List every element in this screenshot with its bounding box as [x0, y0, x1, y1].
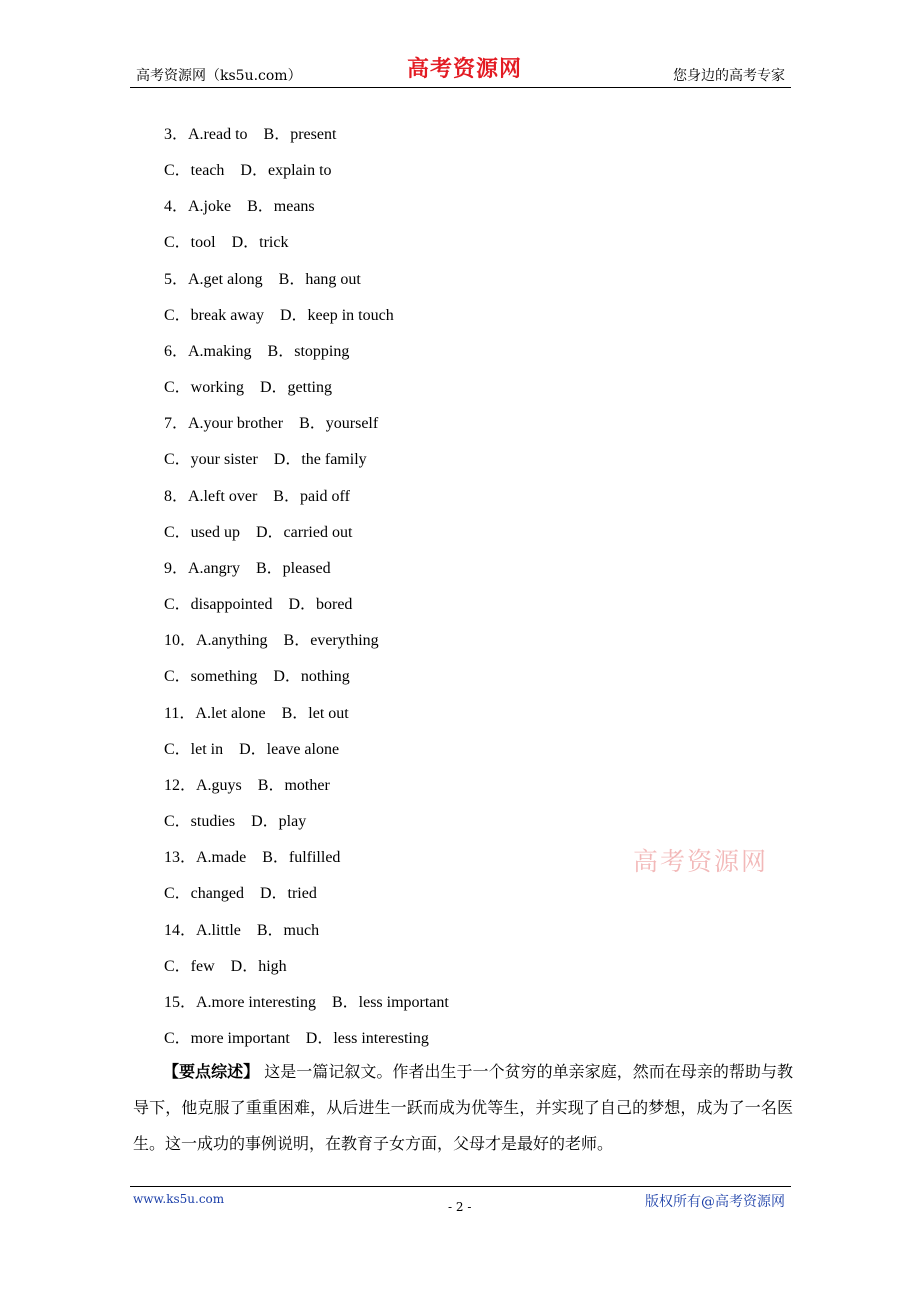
option-line: 11．A.let alone B．let out	[164, 705, 349, 722]
watermark: 高考资源网	[633, 847, 769, 876]
page-number: - 2 -	[448, 1200, 472, 1214]
option-line: C．changed D．tried	[164, 885, 317, 902]
header-site-name: 高考资源网（ks5u.com）	[136, 68, 302, 84]
option-line: C．let in D．leave alone	[164, 741, 340, 758]
option-line: 9．A.angry B．pleased	[164, 560, 331, 577]
option-line: 15．A.more interesting B．less important	[164, 994, 449, 1011]
option-line: C．disappointed D．bored	[164, 596, 353, 613]
option-line: C．more important D．less interesting	[164, 1030, 429, 1047]
option-line: 8．A.left over B．paid off	[164, 488, 350, 505]
option-line: C．something D．nothing	[164, 668, 350, 685]
option-line: 10．A.anything B．everything	[164, 632, 379, 649]
option-line: 7．A.your brother B．yourself	[164, 415, 379, 432]
footer-rule	[130, 1186, 791, 1187]
option-line: 3．A.read to B．present	[164, 126, 337, 143]
option-line: 6．A.making B．stopping	[164, 343, 350, 360]
summary-text: 这是一篇记叙文。作者出生于一个贫穷的单亲家庭，然而在母亲的帮助与教导下，他克服了重重困难，从后进生一跃而成为优等生，并实现了自己的梦想，成为了一名医生。这一成功的事例说明，在教育子女方面，父母才是最好的老师。	[133, 1062, 793, 1153]
option-line: C．few D．high	[164, 958, 287, 975]
option-line: 14．A.little B．much	[164, 922, 320, 939]
option-line: 5．A.get along B．hang out	[164, 271, 361, 288]
header-rule	[130, 87, 791, 88]
header-logo: 高考资源网	[407, 56, 523, 82]
option-line: C．working D．getting	[164, 379, 332, 396]
option-line: C．used up D．carried out	[164, 524, 353, 541]
footer-copyright: 版权所有@高考资源网	[645, 1194, 785, 1210]
option-line: C．tool D．trick	[164, 234, 289, 251]
option-line: C．your sister D．the family	[164, 451, 367, 468]
option-line: 13．A.made B．fulfilled	[164, 849, 341, 866]
option-line: 4．A.joke B．means	[164, 198, 315, 215]
footer-website-link[interactable]: www.ks5u.com	[133, 1192, 225, 1206]
option-line: C．studies D．play	[164, 813, 307, 830]
option-line: 12．A.guys B．mother	[164, 777, 330, 794]
option-line: C．teach D．explain to	[164, 162, 332, 179]
summary-label: 【要点综述】	[163, 1062, 260, 1081]
header-slogan: 您身边的高考专家	[673, 68, 785, 84]
option-line: C．break away D．keep in touch	[164, 307, 394, 324]
summary-paragraph	[133, 1054, 793, 1162]
